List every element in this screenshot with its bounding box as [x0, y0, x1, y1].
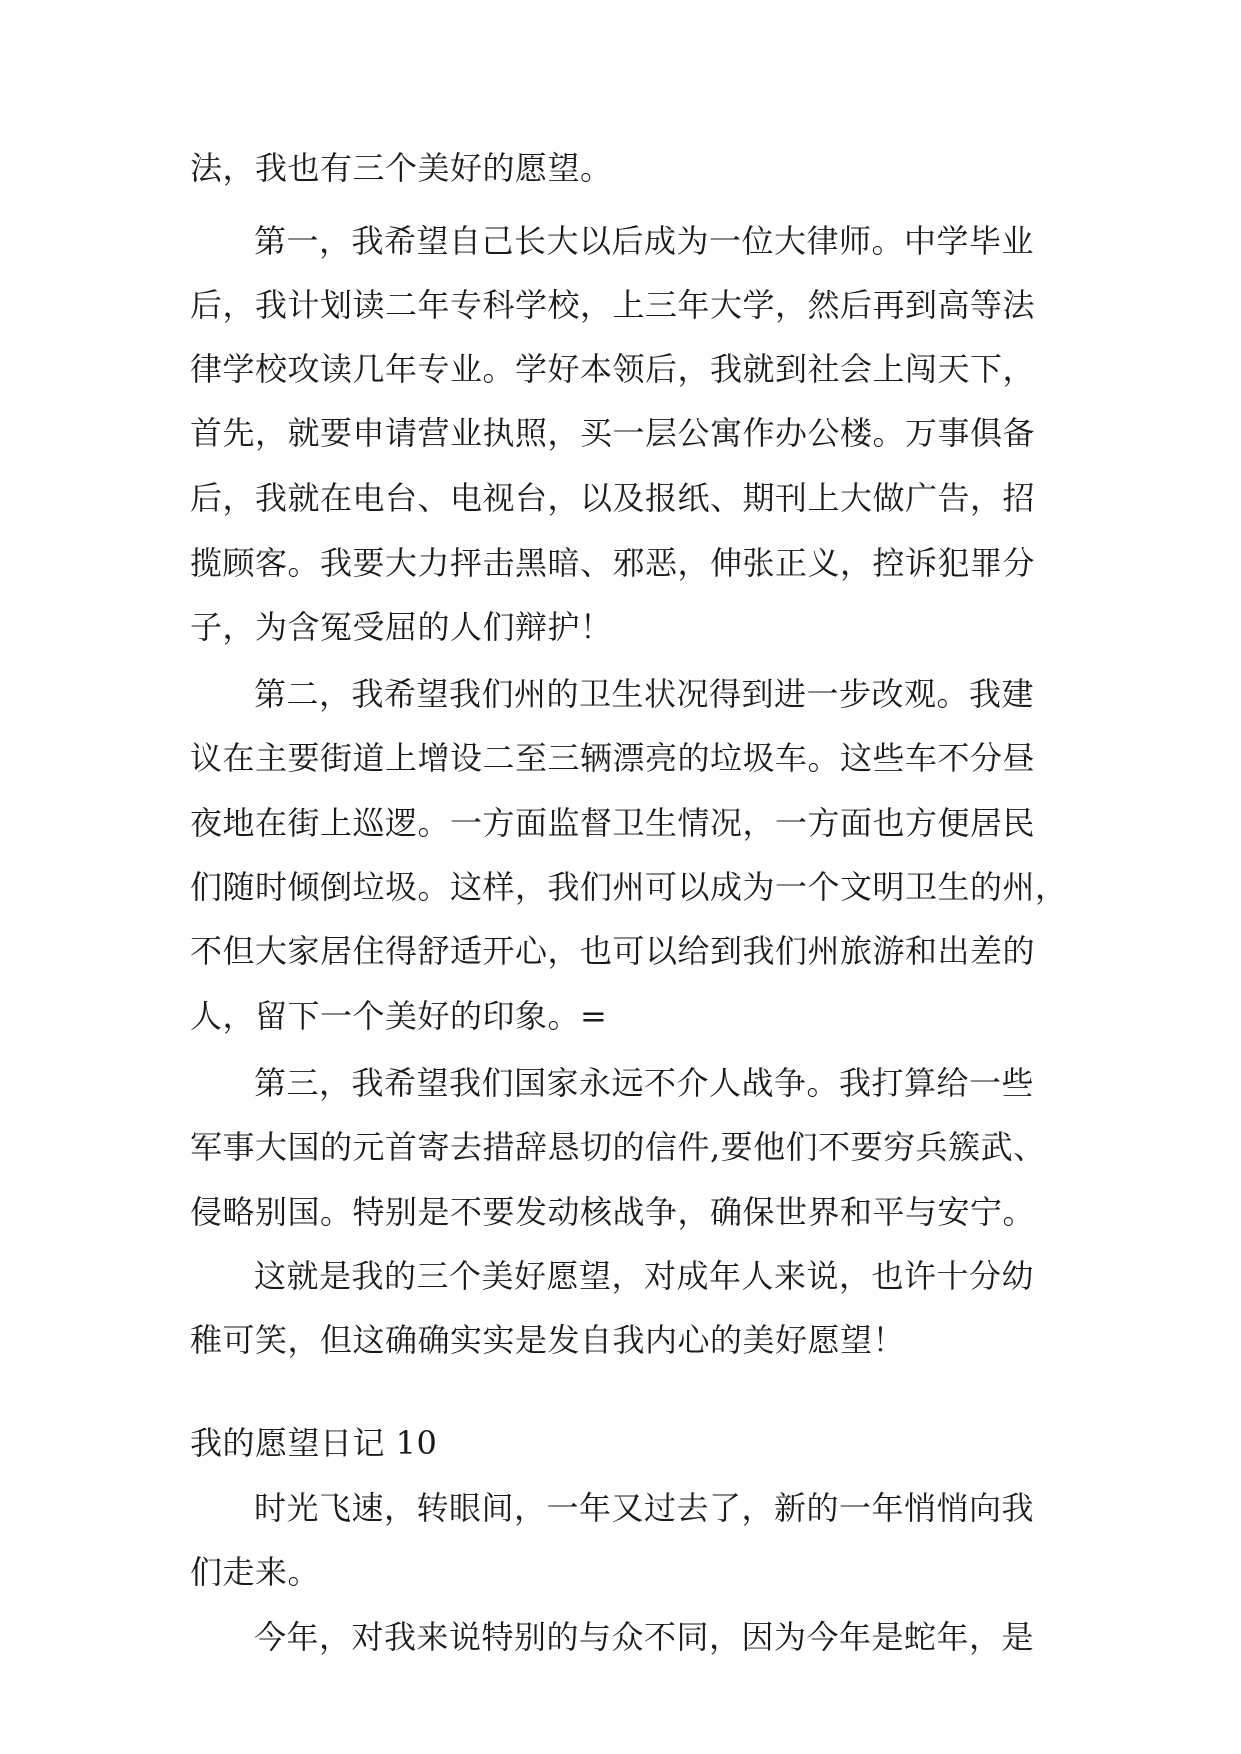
- paragraph-line: 人，留下一个美好的印象。=: [190, 997, 608, 1035]
- paragraph-line: 第二，我希望我们州的卫生状况得到进一步改观。我建: [254, 675, 1035, 713]
- paragraph-line: 军事大国的元首寄去措辞恳切的信件,要他们不要穷兵簇武、: [190, 1128, 1046, 1166]
- paragraph-line: 不但大家居住得舒适开心，也可以给到我们州旅游和出差的: [190, 932, 1036, 970]
- paragraph-line: 第三，我希望我们国家永远不介人战争。我打算给一些: [254, 1064, 1035, 1102]
- paragraph-line: 子，为含冤受屈的人们辩护！: [190, 608, 613, 646]
- paragraph-line: 律学校攻读几年专业。学好本领后，我就到社会上闯天下，: [190, 350, 1036, 388]
- paragraph-line: 议在主要街道上增设二至三辆漂亮的垃圾车。这些车不分昼: [190, 739, 1036, 777]
- paragraph-line: 夜地在街上巡逻。一方面监督卫生情况，一方面也方便居民: [190, 804, 1036, 842]
- paragraph-line: 第一，我希望自己长大以后成为一位大律师。中学毕业: [254, 222, 1035, 260]
- paragraph-line: 首先，就要申请营业执照，买一层公寓作办公楼。万事俱备: [190, 414, 1036, 452]
- paragraph-line: 们走来。: [190, 1553, 321, 1591]
- paragraph-line: 们随时倾倒垃圾。这样，我们州可以成为一个文明卫生的州，: [190, 868, 1068, 906]
- paragraph-line: 后，我计划读二年专科学校，上三年大学，然后再到高等法: [190, 286, 1036, 324]
- paragraph-line: 今年，对我来说特别的与众不同，因为今年是蛇年，是: [254, 1618, 1035, 1656]
- paragraph-line: 侵略别国。特别是不要发动核战争，确保世界和平与安宁。: [190, 1193, 1036, 1231]
- paragraph-line: 时光飞速，转眼间，一年又过去了，新的一年悄悄向我: [254, 1489, 1035, 1527]
- section-heading: 我的愿望日记 10: [190, 1424, 438, 1462]
- paragraph-line: 法，我也有三个美好的愿望。: [190, 149, 613, 187]
- paragraph-line: 这就是我的三个美好愿望，对成年人来说，也许十分幼: [254, 1257, 1035, 1295]
- paragraph-line: 揽顾客。我要大力抨击黑暗、邪恶，伸张正义，控诉犯罪分: [190, 544, 1036, 582]
- paragraph-line: 后，我就在电台、电视台，以及报纸、期刊上大做广告，招: [190, 479, 1036, 517]
- paragraph-line: 稚可笑，但这确确实实是发自我内心的美好愿望！: [190, 1321, 906, 1359]
